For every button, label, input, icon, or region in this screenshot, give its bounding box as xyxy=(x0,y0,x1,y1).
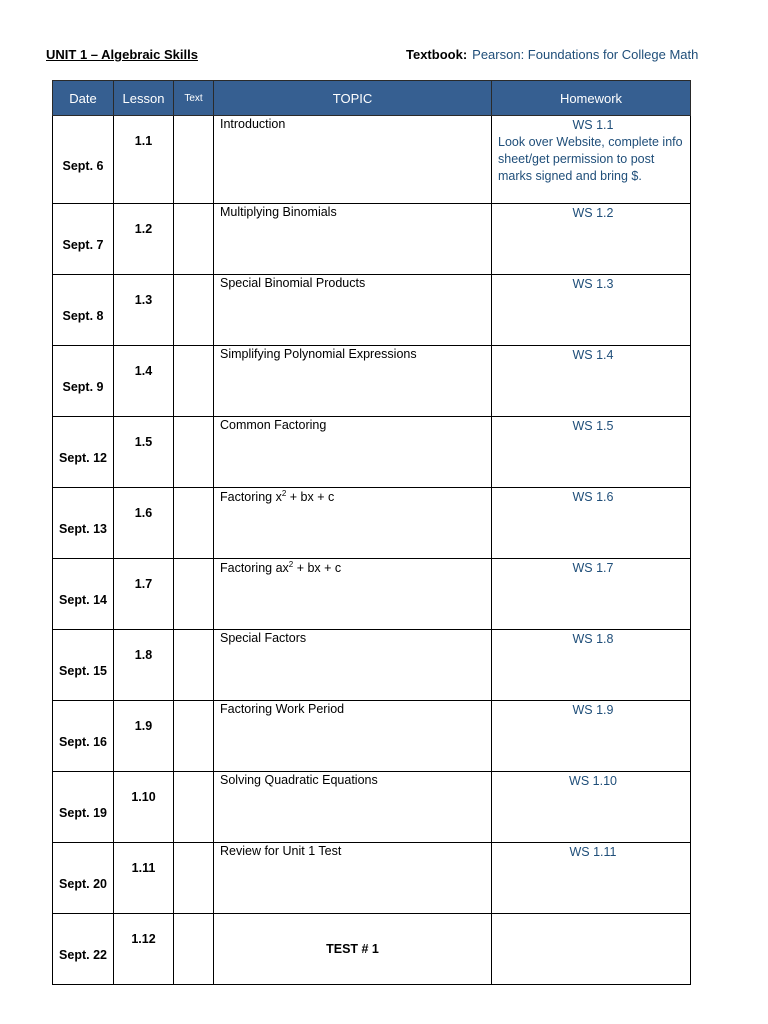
topic-text-suffix: + bx + c xyxy=(286,490,335,505)
cell-lesson: 1.6 xyxy=(114,488,174,559)
homework-code: WS 1.1 xyxy=(572,118,614,132)
cell-date: Sept. 9 xyxy=(53,346,114,417)
cell-lesson: 1.2 xyxy=(114,204,174,275)
cell-lesson: 1.12 xyxy=(114,914,174,985)
cell-topic: Simplifying Polynomial Expressions xyxy=(214,346,492,417)
textbook-label: Textbook: xyxy=(406,47,468,62)
cell-homework xyxy=(492,346,691,417)
table-row xyxy=(53,275,691,346)
cell-text xyxy=(174,843,214,914)
cell-text xyxy=(174,559,214,630)
cell-homework xyxy=(492,275,691,346)
homework-note: Look over Website, complete info sheet/get permission to post marks signed and bring $. xyxy=(498,135,683,183)
cell-lesson: 1.9 xyxy=(114,701,174,772)
col-header-text: Text xyxy=(174,81,214,116)
table-row xyxy=(53,204,691,275)
cell-topic: Special Binomial Products xyxy=(214,275,492,346)
schedule-table xyxy=(52,80,691,985)
cell-text xyxy=(174,488,214,559)
cell-topic: Solving Quadratic Equations xyxy=(214,772,492,843)
table-row xyxy=(53,116,691,204)
cell-lesson: 1.5 xyxy=(114,417,174,488)
cell-text xyxy=(174,346,214,417)
cell-homework xyxy=(492,914,691,985)
cell-homework xyxy=(492,488,691,559)
topic-text-suffix: + bx + c xyxy=(293,561,342,576)
topic-exponent: 2 xyxy=(281,489,287,498)
cell-homework xyxy=(492,630,691,701)
cell-date: Sept. 22 xyxy=(53,914,114,985)
col-header-date: Date xyxy=(53,81,114,116)
cell-lesson: 1.11 xyxy=(114,843,174,914)
homework-code: WS 1.4 xyxy=(572,348,614,362)
cell-date: Sept. 12 xyxy=(53,417,114,488)
col-header-lesson: Lesson xyxy=(114,81,174,116)
cell-date: Sept. 7 xyxy=(53,204,114,275)
cell-homework xyxy=(492,559,691,630)
cell-text xyxy=(174,630,214,701)
col-header-homework: Homework xyxy=(492,81,691,116)
cell-topic: Review for Unit 1 Test xyxy=(214,843,492,914)
table-row xyxy=(53,346,691,417)
homework-code: WS 1.5 xyxy=(572,419,614,433)
homework-code: WS 1.3 xyxy=(572,277,614,291)
cell-topic xyxy=(214,488,492,559)
cell-lesson: 1.1 xyxy=(114,116,174,204)
table-row xyxy=(53,417,691,488)
topic-text: Factoring x xyxy=(220,490,282,505)
cell-text xyxy=(174,914,214,985)
cell-lesson: 1.8 xyxy=(114,630,174,701)
cell-text xyxy=(174,275,214,346)
cell-homework xyxy=(492,772,691,843)
table-row xyxy=(53,772,691,843)
cell-topic: Common Factoring xyxy=(214,417,492,488)
table-row xyxy=(53,701,691,772)
textbook-line xyxy=(406,47,698,62)
cell-topic-test: TEST # 1 xyxy=(214,914,492,985)
homework-code: WS 1.10 xyxy=(569,774,617,788)
cell-topic: Multiplying Binomials xyxy=(214,204,492,275)
cell-lesson: 1.4 xyxy=(114,346,174,417)
cell-text xyxy=(174,116,214,204)
table-row xyxy=(53,488,691,559)
cell-date: Sept. 19 xyxy=(53,772,114,843)
unit-title: UNIT 1 – Algebraic Skills xyxy=(46,47,198,62)
homework-code: WS 1.8 xyxy=(572,632,614,646)
homework-code: WS 1.9 xyxy=(572,703,614,717)
cell-lesson: 1.3 xyxy=(114,275,174,346)
cell-topic xyxy=(214,559,492,630)
cell-homework xyxy=(492,417,691,488)
cell-date: Sept. 8 xyxy=(53,275,114,346)
cell-date: Sept. 6 xyxy=(53,116,114,204)
cell-topic: Factoring Work Period xyxy=(214,701,492,772)
cell-homework xyxy=(492,701,691,772)
cell-homework xyxy=(492,204,691,275)
cell-topic: Special Factors xyxy=(214,630,492,701)
textbook-value: Pearson: Foundations for College Math xyxy=(472,47,699,62)
cell-topic: Introduction xyxy=(214,116,492,204)
cell-homework xyxy=(492,843,691,914)
cell-text xyxy=(174,204,214,275)
col-header-topic: TOPIC xyxy=(214,81,492,116)
cell-text xyxy=(174,417,214,488)
cell-text xyxy=(174,772,214,843)
homework-code: WS 1.7 xyxy=(572,561,614,575)
cell-date: Sept. 14 xyxy=(53,559,114,630)
cell-lesson: 1.10 xyxy=(114,772,174,843)
topic-exponent: 2 xyxy=(288,560,294,569)
cell-homework xyxy=(492,116,691,204)
cell-text xyxy=(174,701,214,772)
cell-lesson: 1.7 xyxy=(114,559,174,630)
table-row xyxy=(53,630,691,701)
homework-code: WS 1.11 xyxy=(569,845,617,859)
table-row xyxy=(53,559,691,630)
table-header-row xyxy=(53,81,691,116)
table-row xyxy=(53,914,691,985)
homework-code: WS 1.2 xyxy=(572,206,614,220)
table-row xyxy=(53,843,691,914)
cell-date: Sept. 15 xyxy=(53,630,114,701)
homework-code: WS 1.6 xyxy=(572,490,614,504)
cell-date: Sept. 16 xyxy=(53,701,114,772)
cell-date: Sept. 13 xyxy=(53,488,114,559)
topic-text: Factoring ax xyxy=(220,561,289,576)
cell-date: Sept. 20 xyxy=(53,843,114,914)
